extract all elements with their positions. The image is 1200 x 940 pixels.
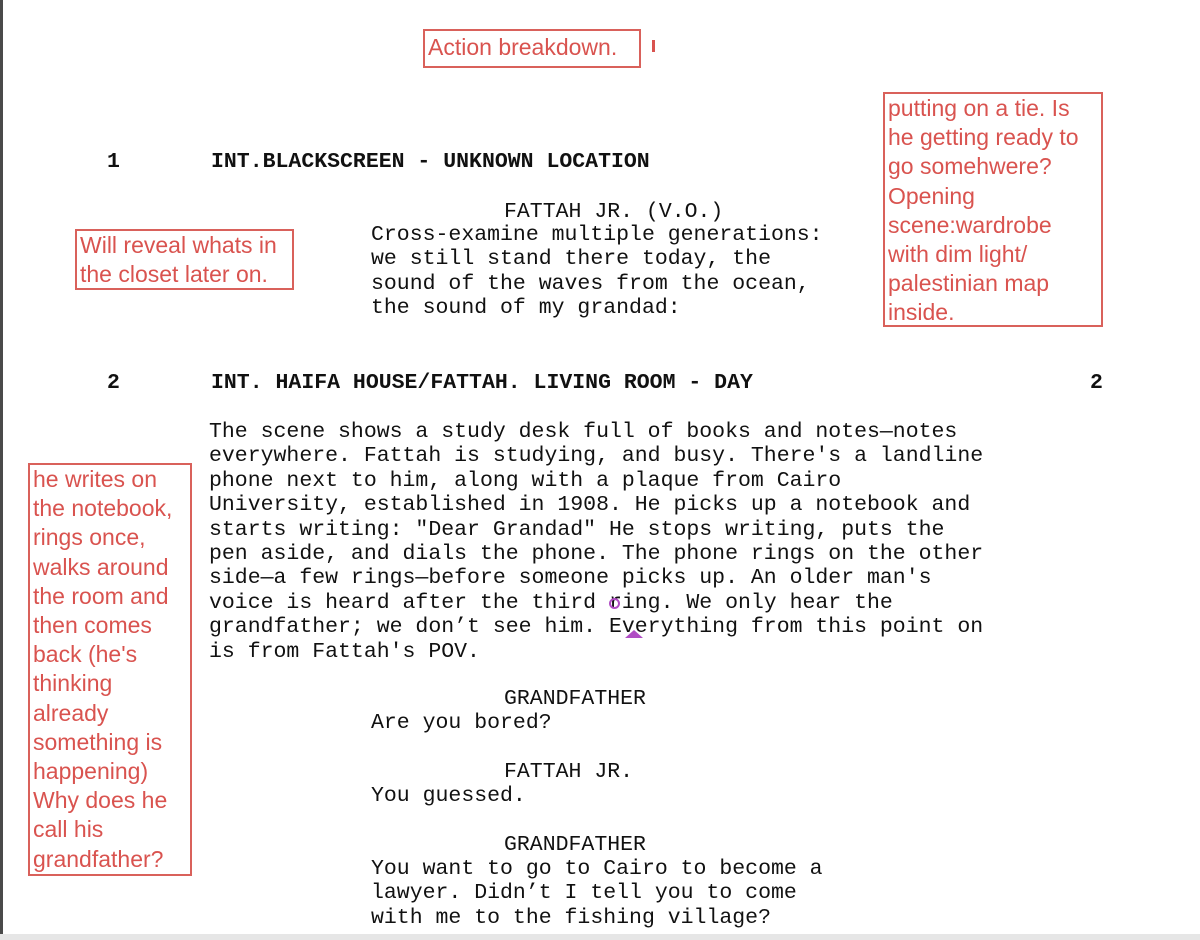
- character-cue-grandfather: GRANDFATHER: [504, 687, 646, 711]
- dialogue-fattah-vo: Cross-examine multiple generations: we still stand there today, the sound of the waves from the ocean, the sound of my grandad:: [371, 223, 823, 321]
- character-cue-fattah: FATTAH JR.: [504, 760, 634, 784]
- dialogue-fattah: You guessed.: [371, 784, 526, 808]
- character-cue-grandfather: GRANDFATHER: [504, 833, 646, 857]
- action-breakdown-note[interactable]: Action breakdown.: [423, 29, 641, 68]
- scene-heading-2: INT. HAIFA HOUSE/FATTAH. LIVING ROOM - DAY: [211, 371, 753, 395]
- caret-icon: [625, 630, 643, 638]
- dialogue-grandfather: You want to go to Cairo to become a lawyer. Didn’t I tell you to come with me to the fishing village?: [371, 857, 823, 930]
- note-marker: [652, 40, 655, 52]
- scene-number-1: 1: [107, 150, 120, 174]
- comment-anchor-icon[interactable]: [609, 598, 620, 609]
- scrollbar-track[interactable]: [0, 934, 1200, 940]
- notebook-note[interactable]: he writes on the notebook, rings once, walks around the room and then comes back (he's thinking already something is happening) Why does he call his grandfather?: [28, 463, 192, 876]
- character-cue-fattah-vo: FATTAH JR. (V.O.): [504, 200, 724, 224]
- scene-number-2-right: 2: [1090, 371, 1103, 395]
- action-paragraph: The scene shows a study desk full of books and notes—notes everywhere. Fattah is studying, and busy. There's a landline phone next to him, along with a plaque from Cairo University, established in 1908. He picks up a notebook and starts writing: "Dear Grandad" He stops writing, puts the pen aside, and dials the phone. The phone rings on the other side—a few rings—before someone picks up. An older man's voice is heard after the third ring. We only hear the grandfather; we don’t see him. Everything from this point on is from Fattah's POV.: [209, 420, 984, 664]
- scene-number-2: 2: [107, 371, 120, 395]
- dialogue-grandfather: Are you bored?: [371, 711, 552, 735]
- closet-note[interactable]: Will reveal whats in the closet later on.: [75, 229, 294, 290]
- tie-note[interactable]: putting on a tie. Is he getting ready to go somehwere? Opening scene:wardrobe with dim light/ palestinian map inside.: [883, 92, 1103, 327]
- page-left-edge: [0, 0, 3, 940]
- scene-heading-1: INT.BLACKSCREEN - UNKNOWN LOCATION: [211, 150, 650, 174]
